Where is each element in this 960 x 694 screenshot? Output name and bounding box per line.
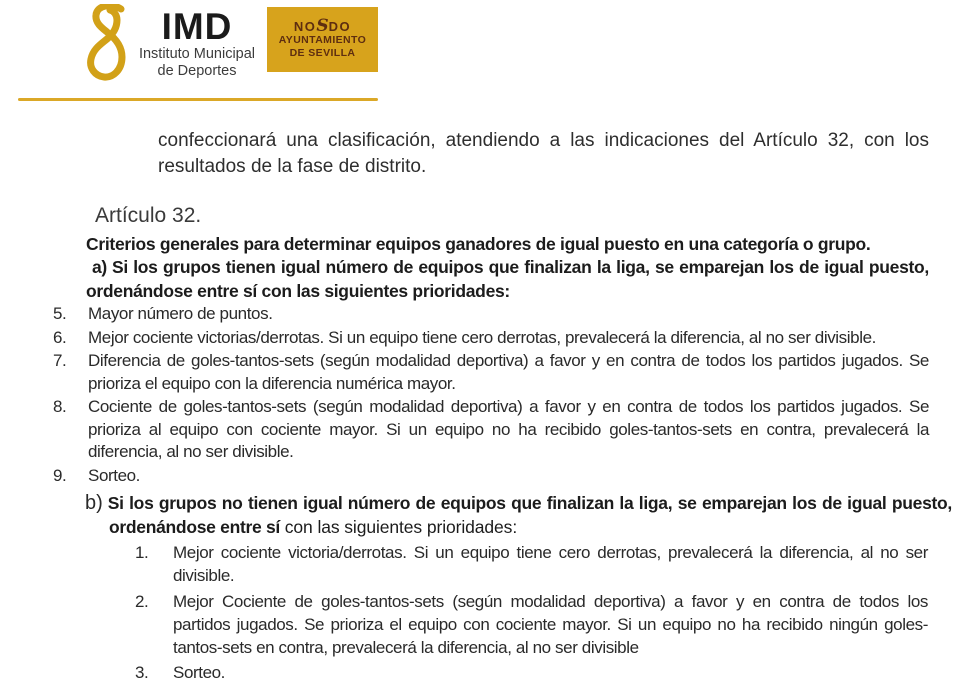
list-item	[53, 465, 929, 488]
list-item-text: Mayor número de puntos.	[88, 304, 273, 323]
list-item-number: 2.	[135, 591, 149, 611]
imd-logo-text: IMD	[161, 6, 233, 47]
list-item	[53, 303, 929, 326]
list-item-text: Diferencia de goles-tantos-sets (según modalidad deportiva) a favor y en contra de todos los partidos jugados. Se prioriza el equipo con la diferencia numérica mayor.	[88, 351, 929, 393]
list-item-number: 3.	[135, 663, 149, 683]
list-item-number: 9.	[53, 465, 67, 485]
imd-subtitle-line1: Instituto Municipal	[138, 46, 256, 62]
section-b-label: b)	[85, 492, 103, 514]
sevilla-seal	[267, 7, 378, 72]
list-item-number: 6.	[53, 327, 67, 347]
section-b-intro-bold: Si los grupos no tienen igual número de equipos que finalizan la liga, se emparejan los de igual puesto, ordenándose entre sí	[107, 493, 952, 537]
imd-madeja-icon	[84, 4, 132, 82]
seal-org-line1: AYUNTAMIENTO	[278, 34, 367, 46]
madeja-glyph-icon: S	[316, 16, 329, 36]
list-item-number: 7.	[53, 351, 67, 370]
list-item-number: 8.	[53, 397, 67, 416]
motto-prefix: NO	[293, 19, 317, 34]
section-b-intro	[85, 492, 952, 539]
list-item-text: Cociente de goles-tantos-sets (según modalidad deportiva) a favor y en contra de todos los partidos jugados. Se prioriza al equipo con cociente mayor. Si un equipo no ha recibido goles-tantos-sets en contra, prevalecerá la diferencia, al no ser divisible.	[88, 397, 929, 461]
list-item-text: Mejor cociente victorias/derrotas. Si un equipo tiene cero derrotas, prevalecerá la diferencia, al no ser divisible.	[88, 327, 876, 347]
list-item	[135, 590, 928, 660]
section-a-intro-text: Si los grupos tienen igual número de equipos que finalizan la liga, se emparejan los de igual puesto, ordenándose entre sí con las siguientes prioridades:	[86, 257, 929, 301]
list-item	[135, 541, 928, 588]
seal-org-line2: DE SEVILLA	[289, 47, 356, 59]
list-item	[53, 350, 929, 395]
list-item-text: Sorteo.	[88, 465, 141, 485]
article-subtitle: Criterios generales para determinar equipos ganadores de igual puesto en una categoría o grupo.	[86, 234, 871, 254]
list-item	[53, 327, 929, 350]
nosdo-motto	[267, 16, 378, 36]
list-item-number: 5.	[53, 304, 67, 323]
section-b-list	[135, 541, 928, 687]
section-a-intro	[86, 256, 929, 303]
imd-subtitle-line2: de Deportes	[157, 62, 237, 79]
list-item	[135, 661, 928, 684]
gold-divider-rule	[18, 98, 378, 101]
section-a-label: a)	[92, 257, 107, 277]
list-item	[53, 396, 929, 464]
section-b-intro-regular: con las siguientes prioridades:	[280, 516, 518, 537]
imd-logo-block	[132, 8, 262, 79]
intro-paragraph: confeccionará una clasificación, atendiendo a las indicaciones del Artículo 32, con los resultados de la fase de distrito.	[158, 130, 929, 177]
motto-suffix: DO	[328, 19, 352, 34]
list-item-number: 1.	[135, 543, 149, 562]
list-item-text: Mejor cociente victoria/derrotas. Si un equipo tiene cero derrotas, prevalecerá la diferencia, al no ser divisible.	[173, 543, 928, 586]
section-a-list	[53, 303, 929, 488]
article-title: Artículo 32.	[95, 204, 202, 227]
list-item-text: Sorteo.	[173, 663, 226, 683]
list-item-text: Mejor Cociente de goles-tantos-sets (según modalidad deportiva) a favor y en contra de todos los partidos jugados. Se prioriza el equipo con cociente mayor. Si un equipo no ha recibido ningún goles-tantos-sets en contra, prevalecerá la diferencia, al no ser divisible	[173, 591, 928, 658]
